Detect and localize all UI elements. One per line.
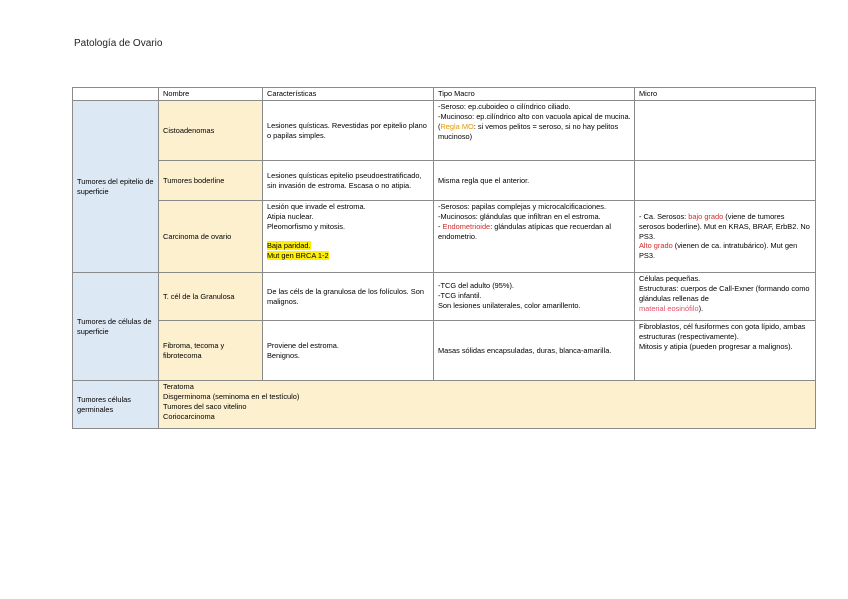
macro-gran-2: -TCG infantil. [438, 290, 482, 300]
car-fib-2: Benignos. [267, 350, 300, 360]
macro-gran-3: Son lesiones unilaterales, color amarillento. [438, 300, 581, 310]
car-carci-3: Pleomorfismo y mitosis. [267, 221, 346, 231]
micro-fibroma [635, 321, 816, 381]
car-cistoadenomas: Lesiones quísticas. Revestidas por epitelio plano o papilas simples. [263, 101, 434, 161]
header-empty [73, 88, 159, 101]
micro-fib-2: Mitosis y atipia (pueden progresar a malignos). [639, 341, 793, 351]
micro-gran-2: Estructuras: cuerpos de Call-Exner (formando como glándulas rellenas de [639, 283, 810, 303]
micro-granulosa [635, 273, 816, 321]
header-caracteristicas: Características [263, 88, 434, 101]
macro-fibroma: Masas sólidas encapsuladas, duras, blanca-amarilla. [434, 321, 635, 381]
micro-cistoadenomas [635, 101, 816, 161]
name-carcinoma: Carcinoma de ovario [159, 201, 263, 273]
macro-borderline: Misma regla que el anterior. [434, 161, 635, 201]
micro-carci-2-em: Alto grado [639, 241, 673, 251]
car-carcinoma [263, 201, 434, 273]
header-tipo-macro: Tipo Macro [434, 88, 635, 101]
germ-item-4: Coriocarcinoma [163, 411, 215, 421]
row-carcinoma [73, 201, 816, 273]
macro-carci-3-em: Endometrioide [442, 221, 491, 231]
germ-item-3: Tumores del saco vitelino [163, 401, 247, 411]
micro-borderline [635, 161, 816, 201]
micro-carci-2 [639, 241, 811, 261]
name-cistoadenomas: Cistoadenomas [159, 101, 263, 161]
micro-carcinoma [635, 201, 816, 273]
header-row [73, 88, 816, 101]
macro-cisto-2: -Mucinoso: ep.cilíndrico alto con vacuola apical de mucina. [438, 111, 631, 121]
germ-item-1: Teratoma [163, 382, 194, 391]
car-carci-1: Lesión que invade el estroma. [267, 202, 366, 211]
micro-carci-1-rest: (viene de tumores serosos boderline). Mut en KRAS, BRAF, ErbB2. No PS3. [639, 211, 810, 241]
macro-cisto-3-rest: : si vemos pelitos = seroso, si no hay pelitos mucinoso) [438, 121, 619, 141]
macro-carci-3 [438, 222, 630, 242]
car-carci-4: Baja paridad. [267, 240, 311, 250]
name-borderline: Tumores boderline [159, 161, 263, 201]
micro-gran-2b [639, 304, 811, 314]
micro-gran-2-end: ). [698, 303, 704, 313]
car-fibroma [263, 321, 434, 381]
header-nombre: Nombre [159, 88, 263, 101]
macro-carcinoma [434, 201, 635, 273]
macro-carci-3-pre: - [438, 221, 443, 231]
row-cistoadenomas [73, 101, 816, 161]
name-granulosa: T. cél de la Granulosa [159, 273, 263, 321]
macro-cisto-3-em: Regla MO [440, 121, 474, 131]
row-granulosa [73, 273, 816, 321]
group-celulas: Tumores de células de superficie [73, 273, 159, 381]
car-carci-spacer [267, 232, 429, 241]
pathology-table [72, 87, 816, 429]
micro-carci-1 [639, 212, 811, 242]
micro-gran-2-em: material eosinófilo [639, 303, 699, 313]
row-germinales [73, 381, 816, 429]
car-carci-5: Mut gen BRCA 1-2 [267, 250, 329, 260]
row-borderline [73, 161, 816, 201]
name-fibroma: Fibroma, tecoma y fibrotecoma [159, 321, 263, 381]
car-borderline: Lesiones quísticas epitelio pseudoestratificado, sin invasión de estroma. Escasa o no atipia. [263, 161, 434, 201]
germ-item-2: Disgerminoma (seminoma en el testículo) [163, 391, 300, 401]
macro-cisto-3-open: ( [438, 121, 441, 131]
car-carci-2: Atipia nuclear. [267, 211, 314, 221]
micro-gran-1: Células pequeñas. [639, 274, 701, 283]
page-title: Patología de Ovario [74, 38, 163, 49]
macro-cisto-3 [438, 122, 618, 141]
macro-cistoadenomas [434, 101, 635, 161]
row-fibroma [73, 321, 816, 381]
germinales-list [159, 381, 816, 429]
group-germinales: Tumores células germinales [73, 381, 159, 429]
car-granulosa: De las céls de la granulosa de los folículos. Son malignos. [263, 273, 434, 321]
header-micro: Micro [635, 88, 816, 101]
car-fib-1: Proviene del estroma. [267, 340, 339, 350]
group-epitelio: Tumores del epitelio de superficie [73, 101, 159, 273]
micro-carci-1-pre: - Ca. Serosos: [639, 211, 689, 221]
macro-carci-2: -Mucinosos: glándulas que infiltran en el estroma. [438, 211, 601, 221]
macro-cisto-1: -Seroso: ep.cuboideo o cilíndrico ciliado. [438, 102, 571, 111]
micro-carci-1-em: bajo grado [688, 211, 724, 221]
micro-carci-2-rest: (vienen de ca. intratubárico). Mut gen PS3. [639, 241, 798, 261]
macro-carci-1: -Serosos: papilas complejas y microcalcificaciones. [438, 202, 606, 211]
micro-fib-1: Fibroblastos, cél fusiformes con gota lípido, ambas estructuras (respectivamente). [639, 322, 806, 341]
macro-gran-1: -TCG del adulto (95%). [438, 281, 514, 290]
macro-carci-3-rest: : glándulas atípicas que recuerdan al endometrio. [438, 221, 611, 241]
macro-granulosa [434, 273, 635, 321]
